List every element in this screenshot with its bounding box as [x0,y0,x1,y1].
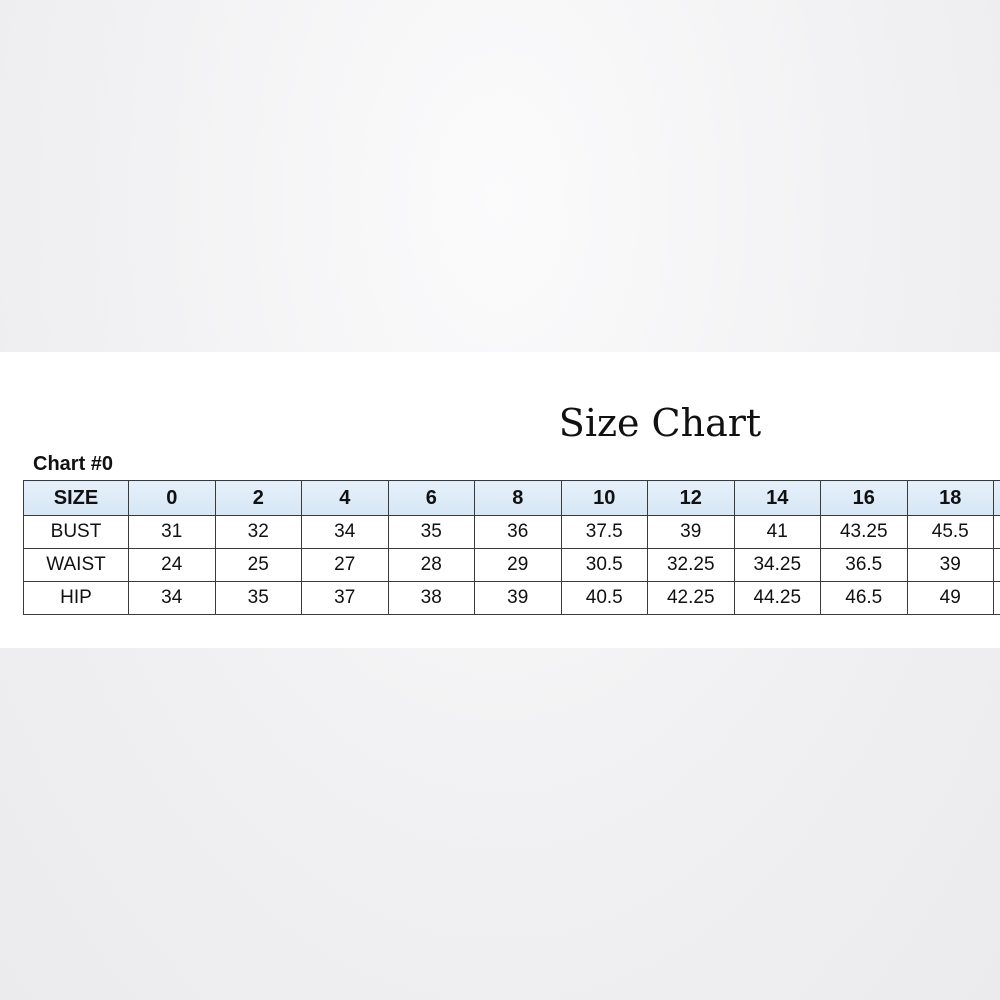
table-cell: 46.5 [821,582,908,615]
table-cell: 37 [302,582,389,615]
table-cell: 42.25 [648,582,735,615]
table-cell: 34 [302,516,389,549]
header-cell: 18 [907,481,994,516]
header-cell-size: SIZE [24,481,129,516]
table-cell: 39 [907,549,994,582]
header-cell: 8 [475,481,562,516]
table-cell: 27 [302,549,389,582]
table-cell: 38 [388,582,475,615]
page-title: Size Chart [558,401,762,445]
table-cell: 32.25 [648,549,735,582]
chart-label: Chart #0 [33,453,114,475]
header-cell: 16 [821,481,908,516]
table-cell: 24 [129,549,216,582]
table-header-row [24,481,1000,516]
row-label: BUST [24,516,129,549]
header-cell: 6 [388,481,475,516]
header-cell: 10 [561,481,648,516]
table-cell: 35 [215,582,302,615]
table-cell: 43.25 [821,516,908,549]
table-cell-cut-off [994,549,1000,582]
table-cell: 36 [475,516,562,549]
table-cell: 29 [475,549,562,582]
table-row-bust [24,516,1000,549]
table-cell: 45.5 [907,516,994,549]
table-cell: 35 [388,516,475,549]
table-cell: 34.25 [734,549,821,582]
table-cell: 39 [475,582,562,615]
row-label: WAIST [24,549,129,582]
table-cell: 31 [129,516,216,549]
table-cell: 37.5 [561,516,648,549]
header-cell: 12 [648,481,735,516]
table-cell: 40.5 [561,582,648,615]
header-cell: 14 [734,481,821,516]
table-cell: 32 [215,516,302,549]
table-cell: 25 [215,549,302,582]
table-cell-cut-off [994,582,1000,615]
table-cell: 34 [129,582,216,615]
size-table-container [23,480,1000,618]
table-row-hip [24,582,1000,615]
table-cell-cut-off [994,516,1000,549]
header-cell-cut-off [994,481,1000,516]
header-cell: 0 [129,481,216,516]
header-cell: 4 [302,481,389,516]
size-table [23,480,1000,615]
table-cell: 36.5 [821,549,908,582]
table-cell: 30.5 [561,549,648,582]
table-cell: 39 [648,516,735,549]
table-cell: 49 [907,582,994,615]
row-label: HIP [24,582,129,615]
table-cell: 28 [388,549,475,582]
table-row-waist [24,549,1000,582]
header-cell: 2 [215,481,302,516]
table-cell: 41 [734,516,821,549]
table-cell: 44.25 [734,582,821,615]
